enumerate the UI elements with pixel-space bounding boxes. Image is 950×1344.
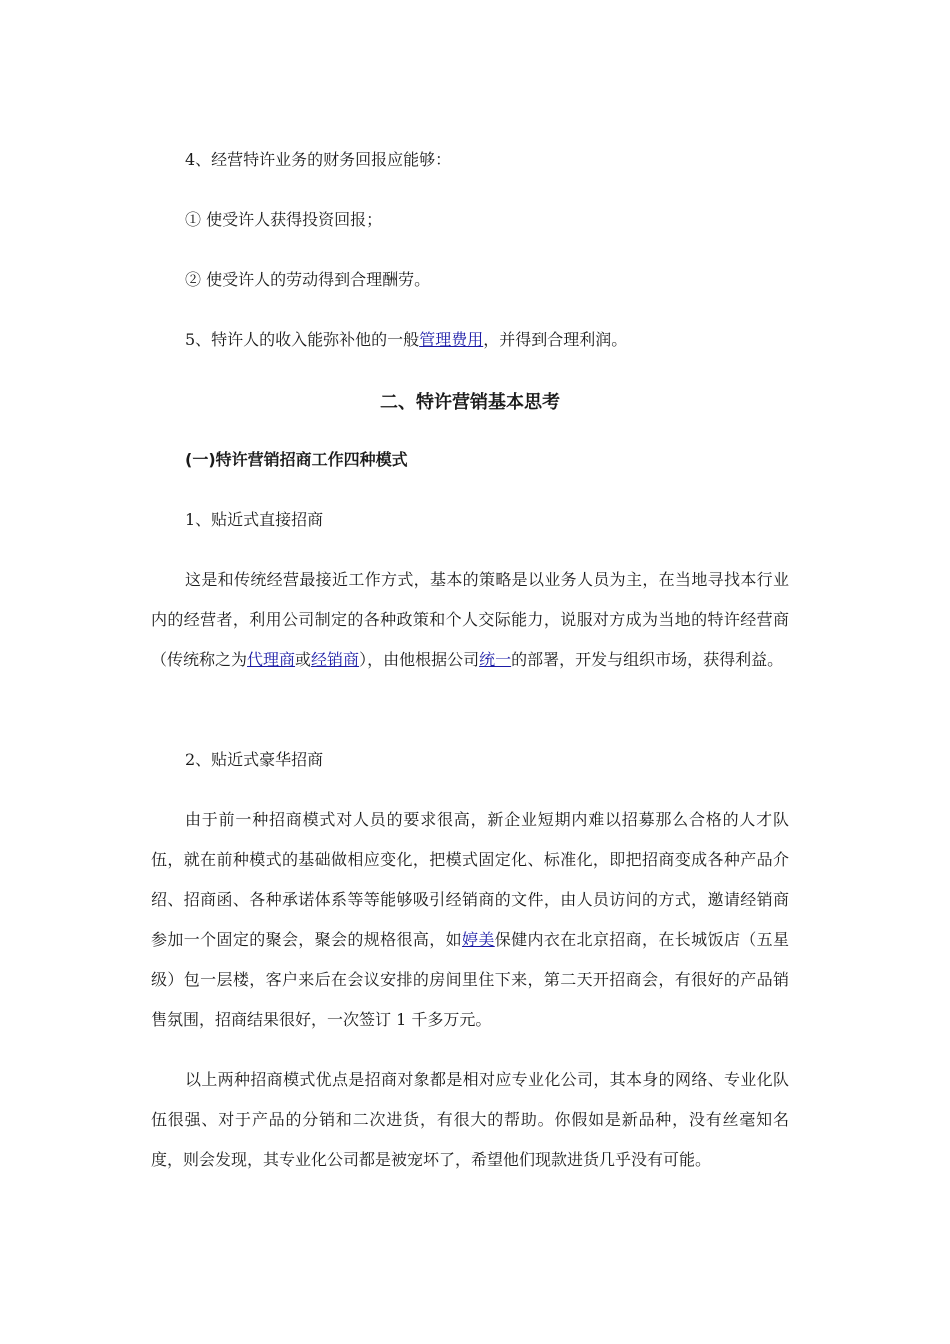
mode-2-paragraph	[151, 800, 789, 1040]
mode-1-text-or: 或	[295, 650, 312, 669]
item-4-sub-2: ② 使受许人的劳动得到合理酬劳。	[185, 270, 431, 289]
mode-1-text-start: 这是和传统经营最接近工作方式，基本的策略是以业务人员为主，在当地寻找本行业内的经营者，利用公司制定的各种政策和个人交际能力，说服对方成为当地的特许经营商（传统称之为	[151, 570, 789, 669]
tingmei-link[interactable]: 婷美	[461, 930, 495, 949]
item-5	[185, 330, 627, 350]
item-5-text-end: ，并得到合理利润。	[483, 330, 628, 349]
item-5-text-start: 5、特许人的收入能弥补他的一般	[185, 330, 420, 349]
item-4: 4、经营特许业务的财务回报应能够：	[185, 150, 452, 169]
agent-link[interactable]: 代理商	[247, 650, 296, 669]
summary-paragraph: 以上两种招商模式优点是招商对象都是相对应专业化公司，其本身的网络、专业化队伍很强、对于产品的分销和二次进货，有很大的帮助。你假如是新品种，没有丝毫知名度，则会发现，其专业化公司都是被宠坏了，希望他们现款进货几乎没有可能。	[151, 1070, 789, 1169]
mode-2-text-end: 保健内衣在北京招商，在长城饭店（五星级）包一层楼，客户来后在会议安排的房间里住下来，第二天开招商会，有很好的产品销售氛围，招商结果很好，一次签订 1 千多万元。	[151, 930, 789, 1029]
distributor-link[interactable]: 经销商	[311, 650, 360, 669]
section-heading: 二、特许营销基本思考	[380, 392, 560, 413]
section-subheading: (一)特许营销招商工作四种模式	[185, 450, 408, 469]
mode-2-text-start: 由于前一种招商模式对人员的要求很高，新企业短期内难以招募那么合格的人才队伍，就在前种模式的基础做相应变化，把模式固定化、标准化，即把招商变成各种产品介绍、招商函、各种承诺体系等等能够吸引经销商的文件，由人员访问的方式，邀请经销商参加一个固定的聚会，聚会的规格很高，如	[151, 810, 789, 949]
item-4-sub-1: ① 使受许人获得投资回报；	[185, 210, 383, 229]
mode-1-text-mid: ），由他根据公司	[359, 650, 480, 669]
management-fee-link[interactable]: 管理费用	[419, 330, 484, 349]
mode-1-paragraph	[151, 560, 789, 680]
mode-1-text-end: 的部署，开发与组织市场，获得利益。	[511, 650, 784, 669]
unified-link[interactable]: 统一	[479, 650, 512, 669]
mode-1-title: 1、贴近式直接招商	[185, 510, 324, 529]
mode-2-title: 2、贴近式豪华招商	[185, 750, 324, 769]
